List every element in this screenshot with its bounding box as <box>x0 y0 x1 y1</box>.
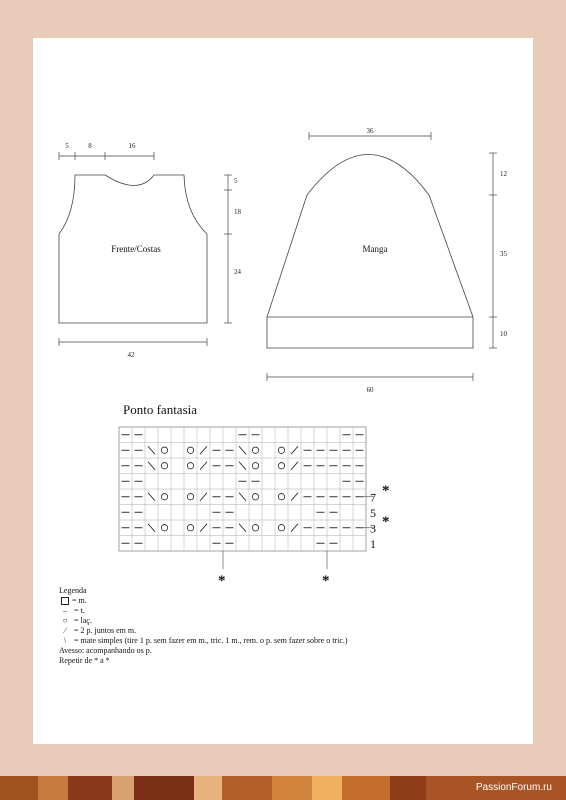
skp-stitch <box>239 493 246 501</box>
footer-color-block <box>38 776 68 800</box>
repeat-asterisk: * <box>382 514 390 530</box>
front-back-label: Frente/Costas <box>111 244 161 254</box>
sleeve-dim-right-3: 10 <box>500 330 507 338</box>
footer-color-block <box>68 776 112 800</box>
yarn-over-stitch <box>252 525 258 531</box>
yarn-over-stitch <box>252 447 258 453</box>
yarn-over-stitch <box>278 494 284 500</box>
legend-item-knit <box>59 596 348 606</box>
k2tog-symbol-icon: ⁄ <box>64 626 66 635</box>
pattern-page <box>33 38 533 744</box>
yarn-over-stitch <box>278 447 284 453</box>
dim-top-1: 5 <box>65 142 69 150</box>
skp-stitch <box>148 462 155 470</box>
skp-symbol-icon: \ <box>63 636 67 645</box>
skp-stitch <box>148 446 155 454</box>
legend-text-purl: = t. <box>74 606 85 615</box>
dim-right-3: 24 <box>234 268 241 276</box>
legend-item-purl <box>59 606 348 616</box>
repeat-asterisk: * <box>218 573 226 589</box>
legend-title: Legenda <box>59 586 87 595</box>
yarn-over-stitch <box>252 463 258 469</box>
yarn-over-stitch <box>161 494 167 500</box>
yarn-over-stitch <box>161 525 167 531</box>
yarn-over-stitch <box>187 463 193 469</box>
footer-color-block <box>272 776 312 800</box>
legend-text-skp: = mate simples (tire 1 p. sem fazer em m., tric. 1 m., rem. o p. sem fazer sobre o tric.) <box>74 636 348 645</box>
legend-item-yo <box>59 616 348 626</box>
k2tog-stitch <box>200 446 207 454</box>
sleeve-schematic <box>267 127 508 394</box>
skp-stitch <box>239 446 246 454</box>
row-number: 5 <box>370 506 376 520</box>
legend-item-k2tog <box>59 626 348 636</box>
dim-right-1: 5 <box>234 177 238 185</box>
footer-color-block <box>390 776 426 800</box>
footer-color-block <box>194 776 222 800</box>
dim-right-2: 18 <box>234 208 241 216</box>
legend <box>59 586 348 666</box>
footer-color-block <box>134 776 194 800</box>
yarn-over-stitch <box>278 463 284 469</box>
skp-stitch <box>148 524 155 532</box>
sleeve-dim-right-2: 35 <box>500 250 507 258</box>
sleeve-dim-bottom: 60 <box>366 386 374 394</box>
k2tog-stitch <box>291 524 298 532</box>
sleeve-dim-right-1: 12 <box>500 170 507 178</box>
yarn-over-stitch <box>187 525 193 531</box>
k2tog-stitch <box>200 493 207 501</box>
skp-stitch <box>148 493 155 501</box>
repeat-asterisk: * <box>322 573 330 589</box>
footer-color-block <box>342 776 390 800</box>
footer-color-block <box>0 776 38 800</box>
row-number: 7 <box>370 490 376 505</box>
footer-color-block <box>112 776 134 800</box>
yarn-over-symbol-icon: ○ <box>62 616 68 625</box>
skp-stitch <box>239 524 246 532</box>
row-number: 3 <box>370 521 376 536</box>
footer-color-block <box>222 776 272 800</box>
stitch-chart-title: Ponto fantasia <box>123 402 198 417</box>
k2tog-stitch <box>200 462 207 470</box>
yarn-over-stitch <box>252 494 258 500</box>
knit-symbol-icon <box>61 597 69 605</box>
legend-text-k2tog: = 2 p. juntos em m. <box>74 626 137 635</box>
k2tog-stitch <box>200 524 207 532</box>
legend-text-yo: = laç. <box>74 616 92 625</box>
dim-bottom: 42 <box>127 351 135 359</box>
purl-symbol-icon: – <box>63 606 67 615</box>
dim-top-2: 8 <box>88 142 92 150</box>
sleeve-label: Manga <box>362 244 388 254</box>
legend-avesso: Avesso: acompanhando os p. <box>59 646 152 655</box>
sleeve-dim-top: 36 <box>366 127 374 135</box>
k2tog-stitch <box>291 493 298 501</box>
dim-top-3: 16 <box>128 142 136 150</box>
repeat-asterisk: * <box>382 483 390 499</box>
yarn-over-stitch <box>161 463 167 469</box>
watermark: PassionForum.ru <box>475 782 552 793</box>
front-back-schematic <box>59 142 242 359</box>
stitch-chart-grid <box>119 427 390 589</box>
footer-color-block <box>312 776 342 800</box>
skp-stitch <box>239 462 246 470</box>
yarn-over-stitch <box>187 447 193 453</box>
k2tog-stitch <box>291 462 298 470</box>
yarn-over-stitch <box>187 494 193 500</box>
row-number: 1 <box>370 537 376 551</box>
legend-item-skp <box>59 636 348 646</box>
legend-repeat: Repetir de * a * <box>59 656 110 665</box>
yarn-over-stitch <box>161 447 167 453</box>
legend-text-knit: = m. <box>72 596 87 605</box>
yarn-over-stitch <box>278 525 284 531</box>
k2tog-stitch <box>291 446 298 454</box>
